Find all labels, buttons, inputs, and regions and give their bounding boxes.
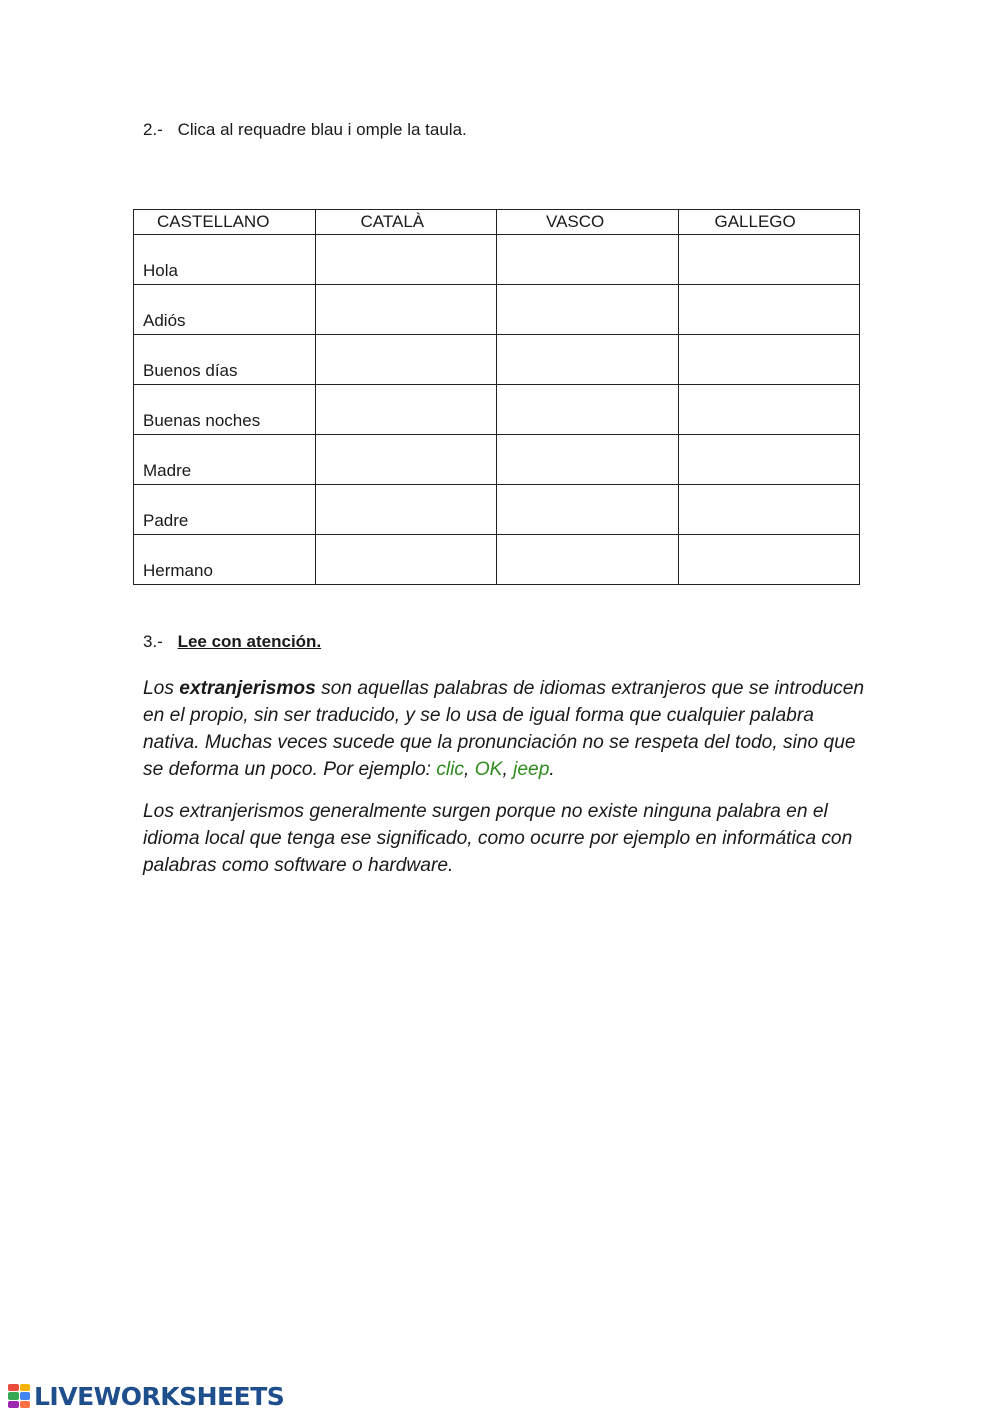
answer-cell-catala[interactable]: [315, 435, 497, 485]
header-catala: CATALÀ: [315, 210, 497, 235]
liveworksheets-logo[interactable]: [8, 1381, 284, 1411]
table-row: [134, 335, 860, 385]
example-clic: clic: [436, 759, 465, 780]
word-hola: Hola: [134, 235, 316, 285]
answer-cell-gallego[interactable]: [678, 485, 860, 535]
answer-cell-gallego[interactable]: [678, 285, 860, 335]
answer-cell-vasco[interactable]: [497, 385, 679, 435]
answer-cell-vasco[interactable]: [497, 285, 679, 335]
logo-square: [8, 1384, 19, 1391]
paragraph-text: son aquellas palabras de idiomas extranjeros que se introducen en el propio, sin ser traducido, y se lo usa de igual forma que cualquier palabra nativa. Muchas veces sucede que la pronunciación no se respeta del todo, sino que se deforma un poco. Por ejemplo:: [143, 678, 865, 780]
separator: ,: [502, 759, 514, 780]
logo-square: [20, 1401, 31, 1408]
table-row: [134, 285, 860, 335]
header-vasco: VASCO: [497, 210, 679, 235]
liveworksheets-logo-icon: [8, 1384, 30, 1408]
logo-text: LIVEWORKSHEETS: [34, 1381, 285, 1411]
question-instruction: Clica al requadre blau i omple la taula.: [177, 120, 467, 139]
answer-cell-gallego[interactable]: [678, 385, 860, 435]
answer-cell-gallego[interactable]: [678, 435, 860, 485]
table-row: [134, 435, 860, 485]
answer-cell-vasco[interactable]: [497, 435, 679, 485]
logo-square: [8, 1392, 19, 1399]
word-madre: Madre: [134, 435, 316, 485]
word-buenas-noches: Buenas noches: [134, 385, 316, 435]
paragraph-origin: Los extranjerismos generalmente surgen porque no existe ninguna palabra en el idioma local que tenga ese significado, como ocurre por ejemplo en informática con palabras como software o hardware.: [143, 801, 853, 876]
word-buenos-dias: Buenos días: [134, 335, 316, 385]
answer-cell-catala[interactable]: [315, 485, 497, 535]
answer-cell-gallego[interactable]: [678, 235, 860, 285]
example-ok: OK: [474, 759, 503, 780]
answer-cell-catala[interactable]: [315, 285, 497, 335]
keyword-extranjerismos: extranjerismos: [179, 678, 316, 699]
question-3: [143, 632, 321, 652]
answer-cell-catala[interactable]: [315, 335, 497, 385]
table-row: [134, 235, 860, 285]
question-number: 2.-: [143, 120, 163, 139]
logo-square: [20, 1392, 31, 1399]
table-header-row: [134, 210, 860, 235]
paragraph-text: Los: [143, 678, 180, 699]
answer-cell-catala[interactable]: [315, 235, 497, 285]
answer-cell-catala[interactable]: [315, 385, 497, 435]
header-gallego: GALLEGO: [678, 210, 860, 235]
answer-cell-vasco[interactable]: [497, 235, 679, 285]
translation-table: [133, 209, 860, 585]
separator: ,: [464, 759, 475, 780]
question-number: 3.-: [143, 632, 163, 651]
question-title: Lee con atención.: [177, 632, 322, 651]
paragraph-end: .: [549, 759, 555, 780]
answer-cell-gallego[interactable]: [678, 335, 860, 385]
header-castellano: CASTELLANO: [134, 210, 316, 235]
table-row: [134, 535, 860, 585]
table-row: [134, 485, 860, 535]
word-hermano: Hermano: [134, 535, 316, 585]
question-2: [143, 120, 467, 140]
word-padre: Padre: [134, 485, 316, 535]
answer-cell-gallego[interactable]: [678, 535, 860, 585]
word-adios: Adiós: [134, 285, 316, 335]
answer-cell-vasco[interactable]: [497, 485, 679, 535]
example-jeep: jeep: [513, 759, 550, 780]
answer-cell-catala[interactable]: [315, 535, 497, 585]
paragraph-extranjerismos: [143, 675, 873, 783]
logo-square: [20, 1384, 31, 1391]
logo-square: [8, 1401, 19, 1408]
table-row: [134, 385, 860, 435]
answer-cell-vasco[interactable]: [497, 335, 679, 385]
answer-cell-vasco[interactable]: [497, 535, 679, 585]
